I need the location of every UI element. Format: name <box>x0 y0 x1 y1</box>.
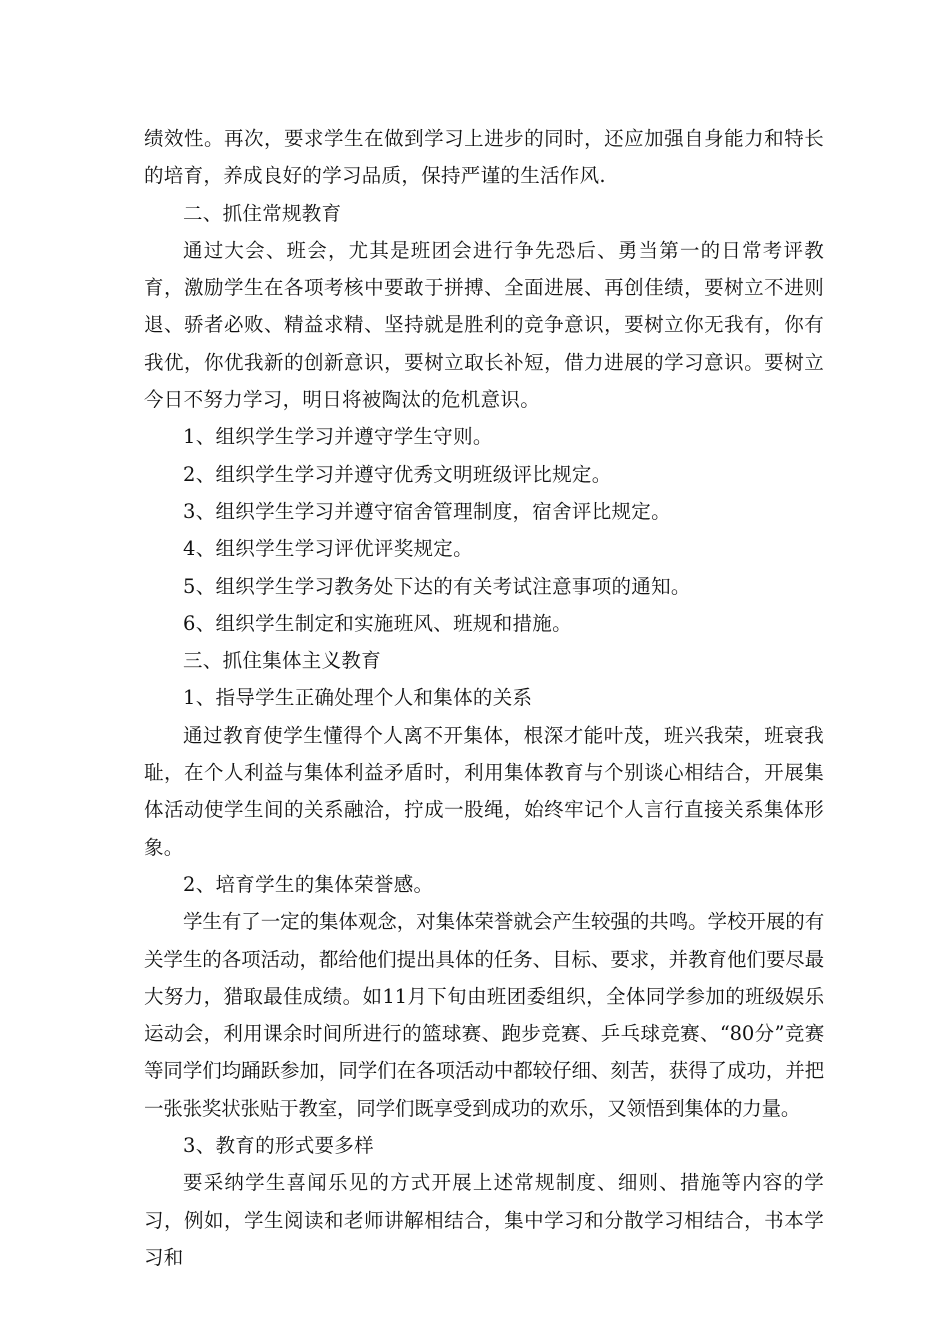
paragraph-continuation: 绩效性。再次，要求学生在做到学习上进步的同时，还应加强自身能力和特长的培育，养成良好的学习品质，保持严谨的生活作风. <box>144 127 824 188</box>
list-item: 2、组织学生学习并遵守优秀文明班级评比规定。 <box>183 462 612 486</box>
section-heading-collectivism: 三、抓住集体主义教育 <box>183 649 382 673</box>
list-item: 4、组织学生学习评优评奖规定。 <box>183 537 473 561</box>
list-item: 6、组织学生制定和实施班风、班规和措施。 <box>183 611 572 635</box>
subheading: 3、教育的形式要多样 <box>183 1134 374 1158</box>
subheading: 1、指导学生正确处理个人和集体的关系 <box>183 686 533 710</box>
list-item: 1、组织学生学习并遵守学生守则。 <box>183 425 493 449</box>
paragraph-routine-education: 通过大会、班会，尤其是班团会进行争先恐后、勇当第一的日常考评教育，激励学生在各项考核中要敢于拼搏、全面进展、再创佳绩，要树立不进则退、骄者必败、精益求精、坚持就是胜利的竞争意识，要树立你无我有，你有我优，你优我新的创新意识，要树立取长补短，借力进展的学习意识。要树立今日不努力学习，明日将被陶汰的危机意识。 <box>144 238 824 412</box>
paragraph-collective-honor: 学生有了一定的集体观念，对集体荣誉就会产生较强的共鸣。学校开展的有关学生的各项活动，都给他们提出具体的任务、目标、要求，并教育他们要尽最大努力，猎取最佳成绩。如11月下旬由班团委组织，全体同学参加的班级娱乐运动会，利用课余时间所进行的篮球赛、跑步竞赛、乒乓球竞赛、“80分”竞赛等同学们均踊跃参加，同学们在各项活动中都较仔细、刻苦，获得了成功，并把一张张奖状张贴于教室，同学们既享受到成功的欢乐，又领悟到集体的力量。 <box>144 910 824 1120</box>
list-item: 3、组织学生学习并遵守宿舍管理制度，宿舍评比规定。 <box>183 499 671 523</box>
document-body <box>144 120 824 1276</box>
list-item: 5、组织学生学习教务处下达的有关考试注意事项的通知。 <box>183 574 691 598</box>
section-heading-routine-education: 二、抓住常规教育 <box>183 201 342 225</box>
subheading: 2、培育学生的集体荣誉感。 <box>183 872 434 896</box>
paragraph-individual-collective: 通过教育使学生懂得个人离不开集体，根深才能叶茂，班兴我荣，班衰我耻，在个人利益与集体利益矛盾时，利用集体教育与个别谈心相结合，开展集体活动使学生间的关系融洽，拧成一股绳，始终牢记个人言行直接关系集体形象。 <box>144 723 824 859</box>
paragraph-education-forms: 要采纳学生喜闻乐见的方式开展上述常规制度、细则、措施等内容的学习，例如，学生阅读和老师讲解相结合，集中学习和分散学习相结合，书本学习和 <box>144 1171 824 1269</box>
